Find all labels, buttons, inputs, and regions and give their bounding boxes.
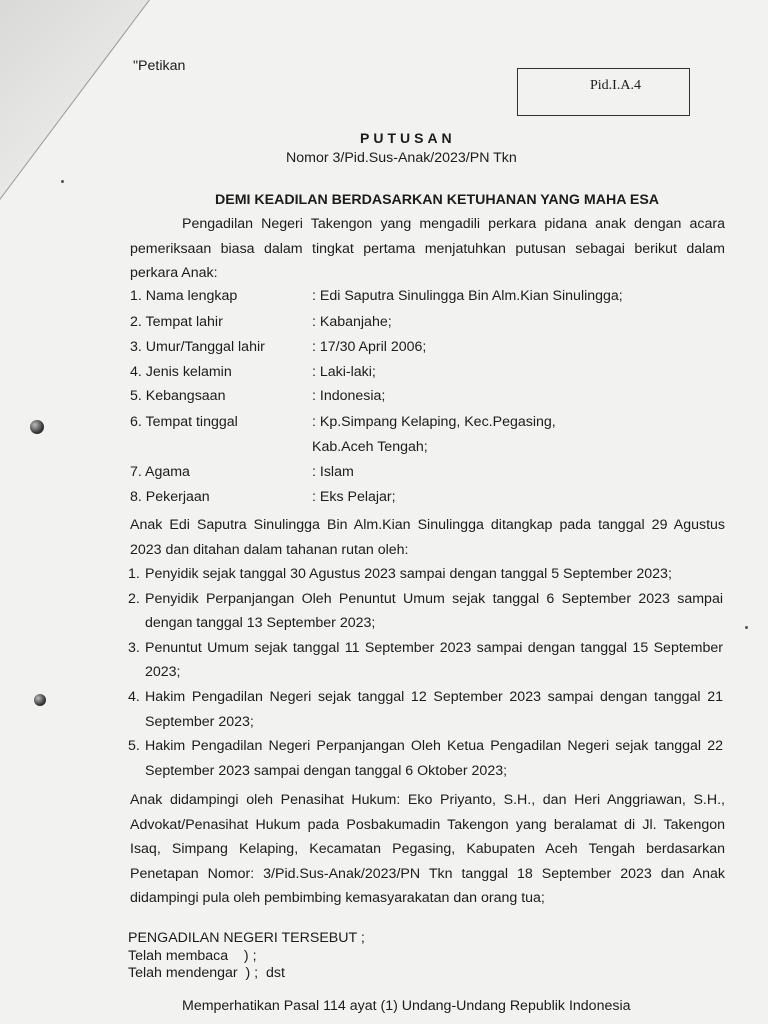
speck — [61, 180, 64, 183]
detention-item — [128, 734, 723, 783]
identity-label: 6. Tempat tinggal — [130, 414, 238, 430]
identity-value: : 17/30 April 2006; — [312, 339, 427, 355]
identity-value: : Islam — [312, 464, 354, 480]
pid-code-box — [517, 68, 690, 116]
identity-label: 1. Nama lengkap — [130, 288, 238, 304]
detention-number: 4. — [128, 688, 140, 705]
detention-item — [128, 636, 723, 685]
detention-item — [128, 562, 723, 587]
identity-label: 3. Umur/Tanggal lahir — [130, 339, 265, 355]
identity-value: : Kp.Simpang Kelaping, Kec.Pegasing, — [312, 414, 556, 430]
identity-value: Kab.Aceh Tengah; — [312, 439, 428, 455]
detention-number: 3. — [128, 639, 140, 656]
court-line-heard: Telah mendengar ) ; dst — [128, 965, 285, 981]
identity-label: 2. Tempat lahir — [130, 314, 223, 330]
identity-value: : Edi Saputra Sinulingga Bin Alm.Kian Sinulingga; — [312, 288, 623, 304]
court-line-read: Telah membaca ) ; — [128, 947, 257, 964]
page-fold — [0, 0, 150, 200]
identity-value: : Laki-laki; — [312, 364, 376, 380]
detention-text: Hakim Pengadilan Negeri sejak tanggal 12 September 2023 sampai dengan tanggal 21 September 2023; — [145, 688, 723, 730]
punch-hole-bottom — [34, 694, 46, 706]
identity-label: 4. Jenis kelamin — [130, 364, 232, 380]
detention-text: Penyidik Perpanjangan Oleh Penuntut Umum sejak tanggal 6 September 2023 sampai dengan tanggal 13 September 2023; — [145, 590, 723, 632]
speck — [745, 626, 748, 629]
detention-list — [128, 562, 723, 783]
identity-value: : Eks Pelajar; — [312, 489, 396, 505]
detention-text: Penyidik sejak tanggal 30 Agustus 2023 sampai dengan tanggal 5 September 2023; — [145, 566, 672, 582]
counsel-paragraph: Anak didampingi oleh Penasihat Hukum: Eko Priyanto, S.H., dan Heri Anggriawan, S.H., Advokat/Penasihat Hukum pada Posbakumadin Takengon yang beralamat di Jl. Takengon Isaq, Simpang Kelaping, Kecamatan Pegasing, Kabupaten Aceh Tengah berdasarkan Penetapan Nomor: 3/Pid.Sus-Anak/2023/PN Tkn tanggal 18 September 2023 dan Anak didampingi pula oleh pembimbing kemasyarakatan dan orang tua; — [130, 792, 725, 907]
detention-item — [128, 587, 723, 636]
identity-label: 5. Kebangsaan — [130, 388, 226, 404]
detention-number: 5. — [128, 738, 140, 755]
document-title: PUTUSAN — [360, 130, 456, 146]
petikan-label: "Petikan — [133, 58, 186, 74]
identity-value: : Indonesia; — [312, 388, 386, 404]
detention-number: 1. — [128, 566, 140, 582]
detention-text: Penuntut Umum sejak tanggal 11 September 2023 sampai dengan tanggal 15 September 2023; — [145, 639, 723, 681]
memperhatikan-paragraph: Memperhatikan Pasal 114 ayat (1) Undang-Undang Republik Indonesia — [182, 998, 631, 1014]
detention-intro: Anak Edi Saputra Sinulingga Bin Alm.Kian Sinulingga ditangkap pada tanggal 29 Agustus 2023 dan ditahan dalam tahanan rutan oleh: — [130, 517, 725, 558]
detention-item — [128, 685, 723, 734]
document-number: Nomor 3/Pid.Sus-Anak/2023/PN Tkn — [286, 150, 517, 166]
detention-text: Hakim Pengadilan Negeri Perpanjangan Oleh Ketua Pengadilan Negeri sejak tanggal 22 September 2023 sampai dengan tanggal 6 Oktober 2023; — [145, 738, 723, 779]
punch-hole-top — [30, 420, 44, 434]
court-heading: PENGADILAN NEGERI TERSEBUT ; — [128, 930, 365, 946]
court-block — [128, 930, 365, 983]
verdict-heading: DEMI KEADILAN BERDASARKAN KETUHANAN YANG MAHA ESA — [215, 192, 660, 208]
identity-label: 7. Agama — [130, 464, 190, 480]
identity-label: 8. Pekerjaan — [130, 489, 210, 505]
identity-value: : Kabanjahe; — [312, 314, 392, 330]
intro-paragraph: Pengadilan Negeri Takengon yang mengadili perkara pidana anak dengan acara pemeriksaan biasa dalam tingkat pertama menjatuhkan putusan sebagai berikut dalam perkara Anak: — [130, 216, 725, 282]
pid-code: Pid.I.A.4 — [590, 78, 641, 93]
detention-number: 2. — [128, 590, 140, 607]
